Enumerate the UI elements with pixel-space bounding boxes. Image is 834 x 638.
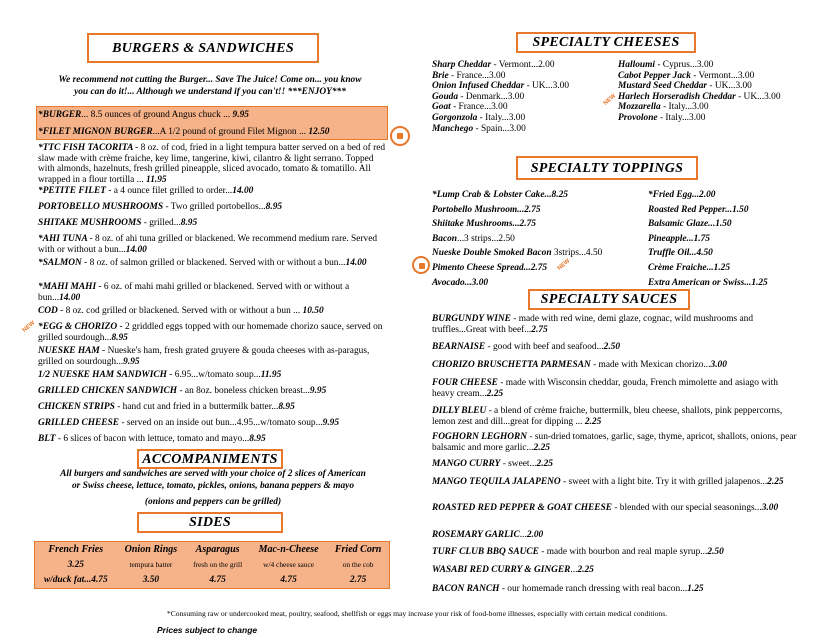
sauce-mango-curry: MANGO CURRY - sweet...2.25 [432,459,553,469]
sauce-bearnaise: BEARNAISE - good with beef and seafood...2.50 [432,342,621,352]
cheeses-left-list [432,60,632,134]
side-price: 4.75 [280,575,297,586]
side-name: Onion Rings [124,543,178,555]
side-desc: w/4 cheese sauce [263,559,315,569]
menu-item-mahi-mahi: *MAHI MAHI - 6 oz. of mahi mahi grilled or blackened. Served with or without a bun...14.00 [38,282,350,303]
toppings-left-list [432,188,642,290]
cheese-item: Harlech Horseradish Cheddar - UK...3.00 [618,91,781,102]
menu-item-ahi-tuna: *AHI TUNA - 8 oz. of ahi tuna grilled or blackened. We recommend medium rare. Served with or without a bun...14.00 [38,234,378,255]
cheese-item: Gouda - Denmark...3.00 [432,91,525,102]
sauces-title: SPECIALTY SAUCES [528,289,690,310]
cheese-item: Brie - France...3.00 [432,70,506,81]
topping-item: Portobello Mushroom...2.75 [432,204,541,215]
cheese-item: Mozzarella - Italy...3.00 [618,102,709,113]
topping-item: *Lump Crab & Lobster Cake...8.25 [432,190,568,200]
accompaniments-text [30,468,396,508]
cheese-item: Goat - France...3.00 [432,102,508,113]
intro-line-2: you can do it!... Although we understand if you can't!! ***ENJOY*** [74,87,346,97]
sauce-dilly-bleu: DILLY BLEU - a blend of crème fraiche, buttermilk, bleu cheese, shallots, pink peppercorns, lemon zest and dill...great for dipping ... 2.25 [432,406,783,427]
burgers-title: BURGERS & SANDWICHES [87,33,319,63]
topping-item: Pimento Cheese Spread...2.75 [432,262,548,273]
cheese-item: Manchego - Spain...3.00 [432,123,526,134]
topping-item: Avocado...3.00 [432,277,489,288]
topping-item: Truffle Oil...4.50 [648,248,713,259]
cheeses-right-list [618,60,828,124]
cheese-item: Halloumi - Cyprus...3.00 [618,60,714,70]
menu-item-shitake: SHITAKE MUSHROOMS - grilled...8.95 [38,218,198,228]
menu-item-nueske-ham: NUESKE HAM - Nueske's ham, fresh grated gruyere & gouda cheeses with as-paragus, grilled on sourdough...9.95 [38,346,370,367]
sauce-wasabi: WASABI RED CURRY & GINGER...2.25 [432,565,594,575]
toppings-title: SPECIALTY TOPPINGS [516,156,698,180]
menu-item-portobello: PORTOBELLO MUSHROOMS - Two grilled portobellos...8.95 [38,202,283,212]
menu-item-burger: *BURGER... 8.5 ounces of ground Angus chuck ... 9.95 [38,110,249,120]
menu-item-grilled-chicken: GRILLED CHICKEN SANDWICH - an 8oz. boneless chicken breast...9.95 [38,386,327,396]
sauce-rosemary-garlic: ROSEMARY GARLIC...2.00 [432,530,544,540]
menu-item-petite-filet: *PETITE FILET - a 4 ounce filet grilled to order...14.00 [38,186,254,196]
accompaniments-title: ACCOMPANIMENTS [137,449,283,469]
menu-item-cod: COD - 8 oz. cod grilled or blackened. Served with or without a bun ... 10.50 [38,306,324,316]
menu-item-filet-mignon-burger: *FILET MIGNON BURGER...A 1/2 pound of ground Filet Mignon ... 12.50 [38,127,330,137]
side-price: w/duck fat...4.75 [43,575,108,586]
menu-item-half-nueske-ham: 1/2 NUESKE HAM SANDWICH - 6.95...w/tomato soup...11.95 [38,370,282,380]
sauce-burgundy: BURGUNDY WINE - made with red wine, demi glaze, cognac, wild mushrooms and truffles...Great with beef...2.75 [432,314,754,335]
side-price: 3.50 [142,575,160,586]
menu-item-chicken-strips: CHICKEN STRIPS - hand cut and fried in a buttermilk batter...8.95 [38,402,295,412]
menu-item-fish-tacorita: *TTC FISH TACORITA - 8 oz. of cod, fried in a light tempura batter served on a bed of red slaw made with crème fraiche, key lime, tangerine, kiwi, cilantro & light serrano. Topped with almonds, hazelnuts, fresh grilled pineapple, sliced avocado, tomato & tomatillo. All wrapped in a flour tortilla ... 11.95 [38,143,386,185]
menu-item-egg-chorizo: *EGG & CHORIZO - 2 griddled eggs topped with our homemade chorizo sauce, served on grilled sourdough...8.95 [38,322,383,343]
burger-intro [30,74,390,98]
side-price: 2.75 [349,575,367,586]
topping-item: Shiitake Mushrooms...2.75 [432,219,536,230]
new-badge: NEW [21,320,37,334]
menu-item-blt: BLT - 6 slices of bacon with lettuce, tomato and mayo...8.95 [38,434,266,444]
topping-item: Balsamic Glaze...1.50 [648,219,732,230]
accompaniments-line-1: All burgers and sandwiches are served with your choice of 2 slices of American [60,469,366,479]
sauce-foghorn-leghorn: FOGHORN LEGHORN - sun-dried tomatoes, garlic, sage, thyme, apricot, shallots, onions, pear balsamic and more garlic...2.25 [432,432,797,453]
topping-item: Extra American or Swiss...1.25 [648,277,768,288]
side-desc: fresh on the grill [193,559,243,569]
cheese-item: Cabot Pepper Jack - Vermont...3.00 [618,70,755,81]
sauce-mango-tequila: MANGO TEQUILA JALAPENO - sweet with a light bite. Try it with grilled jalapenos...2.25 [432,477,784,487]
sides-table [34,541,390,589]
new-badge: NEW [556,258,572,272]
sauce-bacon-ranch: BACON RANCH - our homemade ranch dressing with real bacon...1.25 [432,584,704,594]
accompaniments-line-3: (onions and peppers can be grilled) [144,497,282,507]
sauce-turf-club-bbq: TURF CLUB BBQ SAUCE - made with bourbon and real maple syrup...2.50 [432,547,724,557]
cheese-item: Onion Infused Cheddar - UK...3.00 [432,81,570,92]
house-special-icon [390,126,410,146]
sides-title: SIDES [137,512,283,533]
footer-prices-note: Prices subject to change [157,625,258,635]
cheese-item: Gorgonzola - Italy...3.00 [432,112,526,123]
sauce-roasted-red-pepper: ROASTED RED PEPPER & GOAT CHEESE - blended with our special seasonings...3.00 [432,503,779,513]
sauce-chorizo-bruschetta: CHORIZO BRUSCHETTA PARMESAN - made with Mexican chorizo...3.00 [432,360,727,370]
cheese-item: Mustard Seed Cheddar - UK...3.00 [618,81,752,92]
footer-disclaimer: *Consuming raw or undercooked meat, poultry, seafood, shellfish or eggs may increase your risk of food-borne illnesses, especially with certain medical conditions. [166,609,668,618]
side-desc: on the cob [342,559,374,569]
topping-item: *Fried Egg...2.00 [648,190,716,200]
side-desc: tempura batter [129,559,173,569]
cheese-item: Provolone - Italy...3.00 [618,112,706,123]
topping-item: Crème Fraiche...1.25 [648,262,731,273]
side-desc: 3.25 [67,559,84,570]
topping-item: Nueske Double Smoked Bacon 3strips...4.50 [432,248,603,259]
new-badge: NEW [602,93,618,107]
accompaniments-line-2: or Swiss cheese, lettuce, tomato, pickles, onions, banana peppers & mayo [71,481,355,491]
menu-item-salmon: *SALMON - 8 oz. of salmon grilled or blackened. Served with or without a bun...14.00 [38,258,367,268]
side-name: Asparagus [195,543,240,555]
side-name: Fried Corn [334,543,382,555]
house-special-icon [412,256,430,274]
intro-line-1: We recommend not cutting the Burger... Save The Juice! Come on... you know [58,75,362,85]
sauce-four-cheese: FOUR CHEESE - made with Wisconsin cheddar, gouda, French mimolette and asiago with heavy cream...2.25 [432,378,778,399]
topping-item: Pineapple...1.75 [648,233,710,244]
topping-item: Roasted Red Pepper...1.50 [648,204,749,215]
cheeses-title: SPECIALTY CHEESES [516,32,696,53]
side-name: French Fries [48,543,104,555]
toppings-right-list [648,188,828,290]
menu-item-grilled-cheese: GRILLED CHEESE - served on an inside out bun...4.95...w/tomato soup...9.95 [38,418,340,428]
side-name: Mac-n-Cheese [258,543,319,555]
topping-item: Bacon...3 strips...2.50 [432,233,515,244]
side-price: 4.75 [209,575,226,586]
cheese-item: Sharp Cheddar - Vermont...2.00 [432,60,555,70]
